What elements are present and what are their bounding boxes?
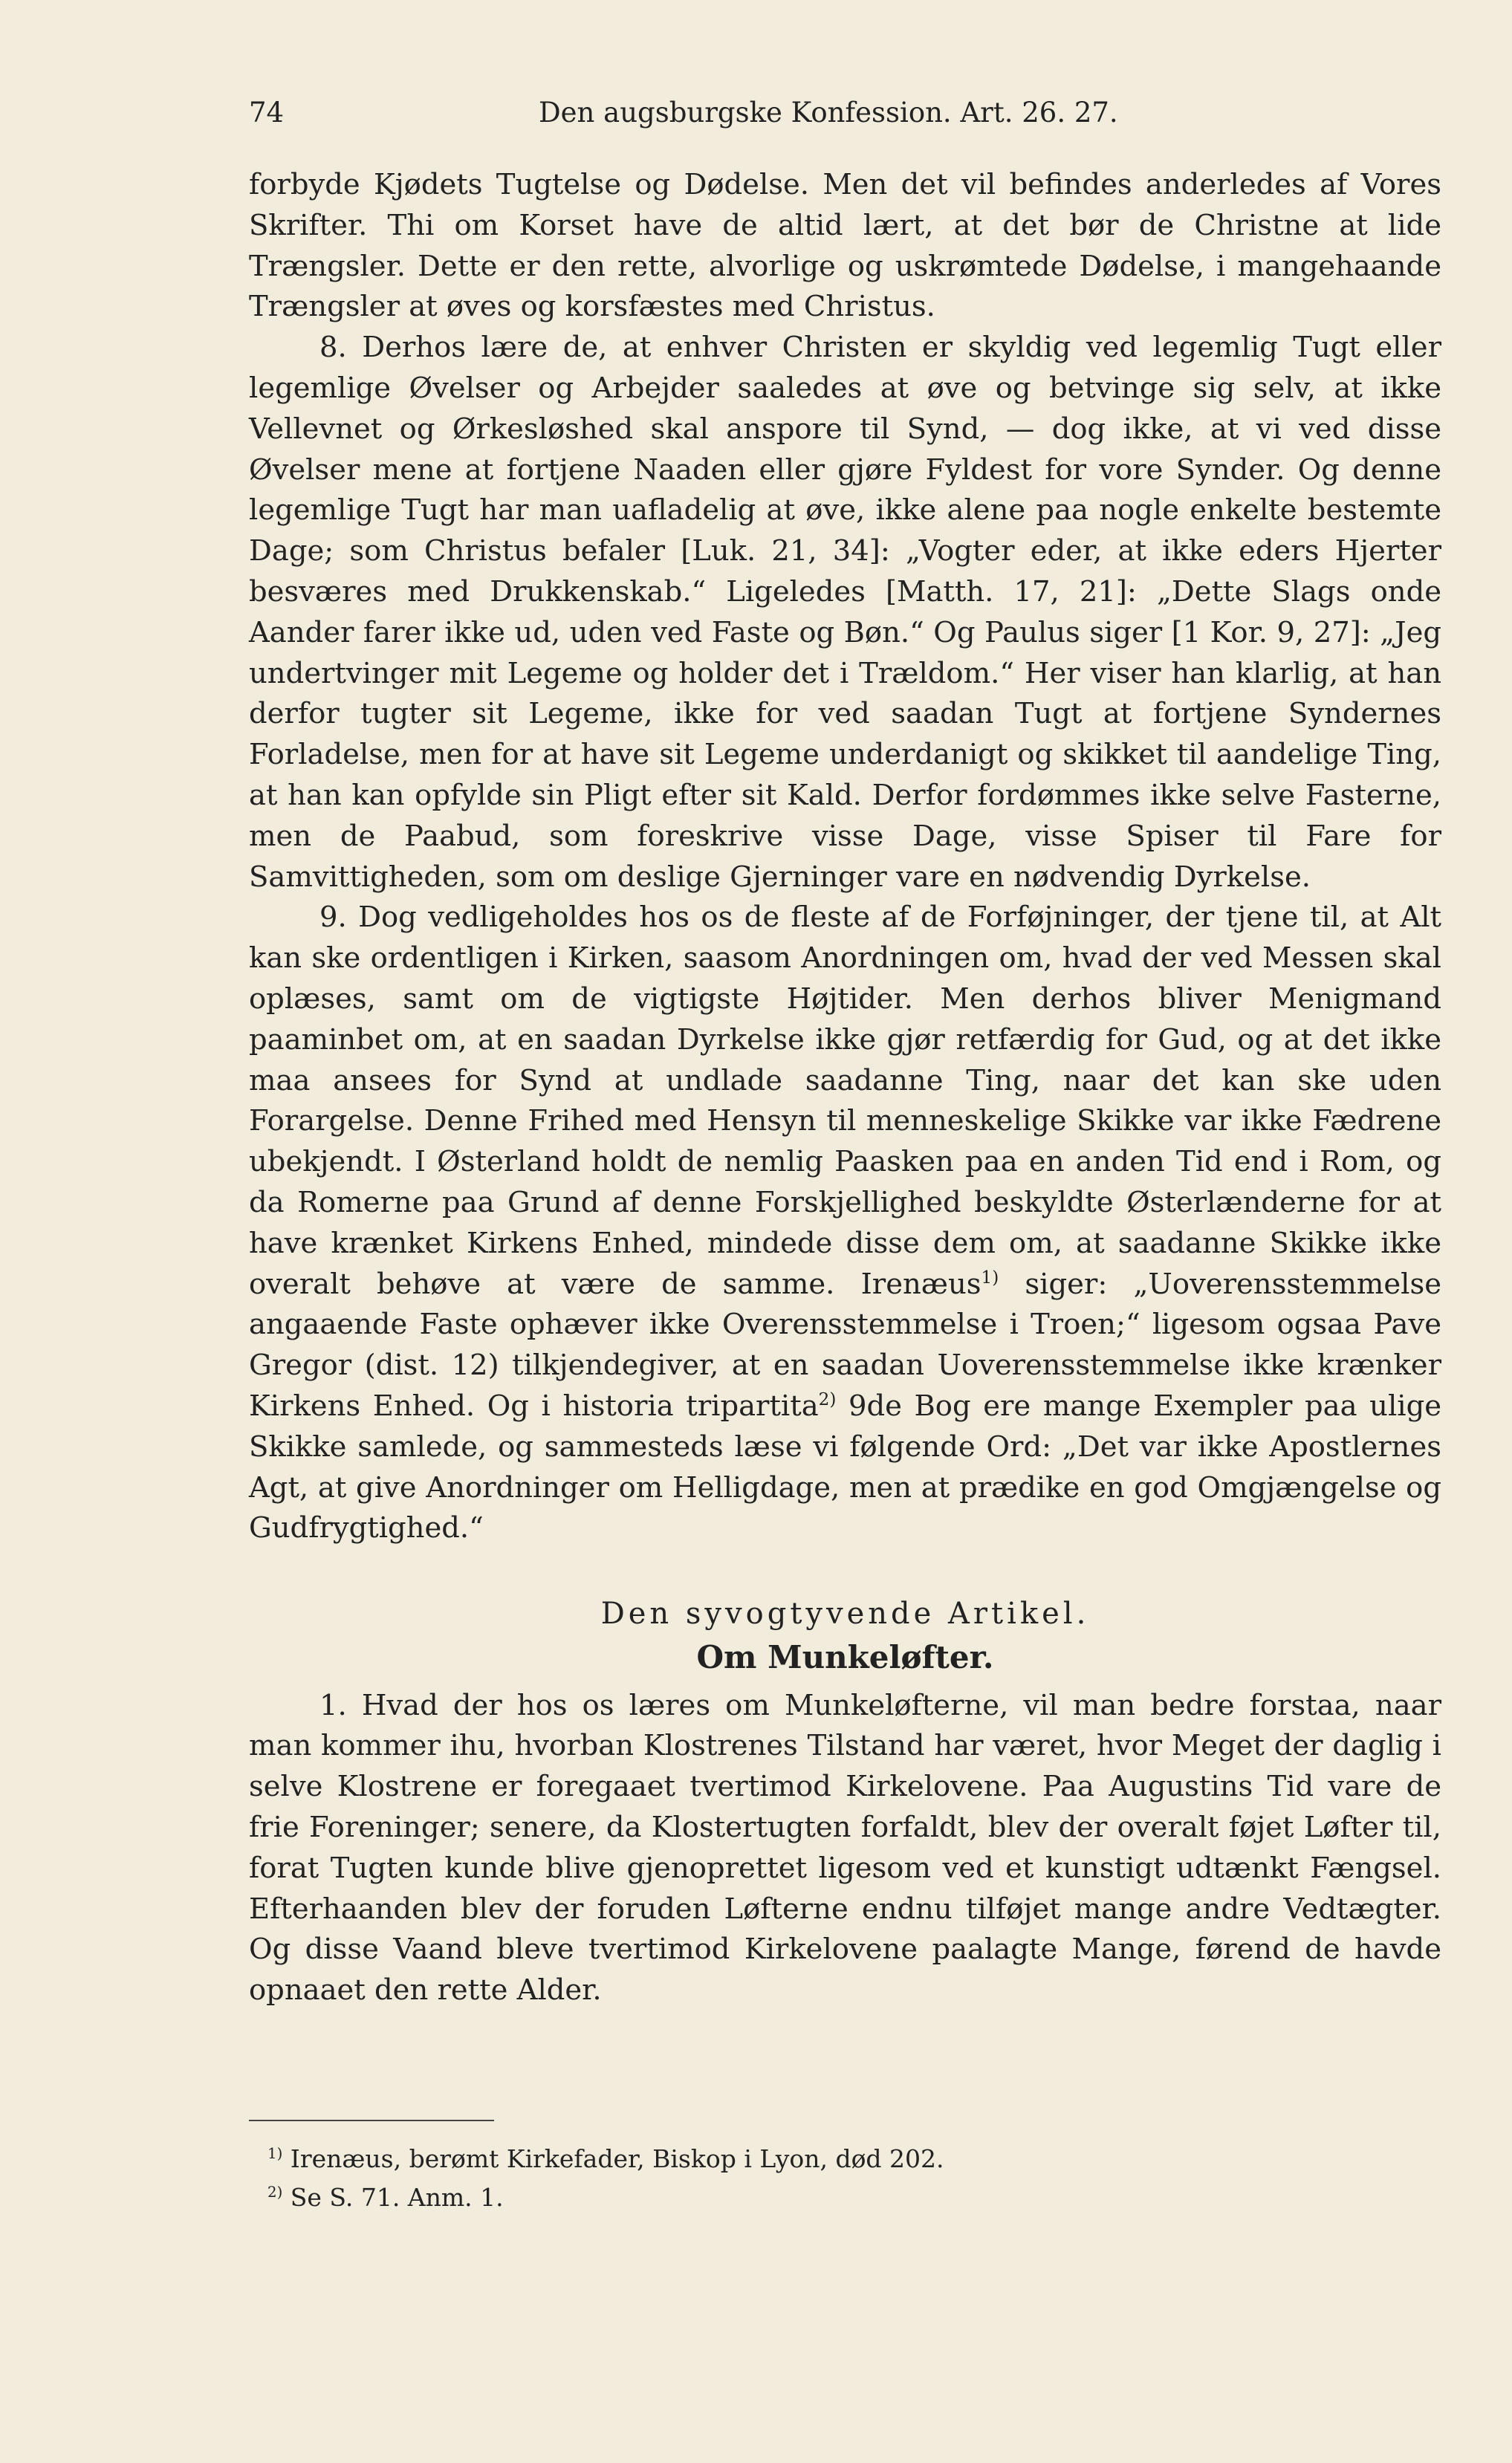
running-header <box>249 91 1215 135</box>
paragraph-art27-1: 1. Hvad der hos os læres om Munkeløfterne, vil man bedre forstaa, naar man kommer ihu, hvorban Klostrenes Tilstand har været, hvor Meget der daglig i selve Klostrene er foregaaet tvertimod Kirkelovene. Paa Augustins Tid vare de frie Foreninger; senere, da Klostertugten forfaldt, blev der overalt føjet Løfter til, forat Tugten kunde blive gjenoprettet ligesom ved et kunstigt udtænkt Fængsel. Efterhaanden blev der foruden Løfterne endnu tilføjet mange andre Vedtægter. Og disse Vaand bleve tvertimod Kirkelovene paalagte Mange, førend de havde opnaaet den rette Alder. <box>249 1688 1441 2008</box>
main-text <box>249 165 1441 2011</box>
paragraph-8: 8. Derhos lære de, at enhver Christen er skyldig ved legemlig Tugt eller legemlige Øvelser og Arbejder saaledes at øve og betvinge sig selv, at ikke Vellevnet og Ørkesløshed skal anspore til Synd, — dog ikke, at vi ved disse Øvelser mene at fortjene Naaden eller gjøre Fyldest for vore Synder. Og denne legemlige Tugt har man uafladelig at øve, ikke alene paa nogle enkelte bestemte Dage; som Christus befaler [Luk. 21, 34]: „Vogter eder, at ikke eders Hjerter besværes med Drukkenskab.“ Ligeledes [Matth. 17, 21]: „Dette Slags onde Aander farer ikke ud, uden ved Faste og Bøn.“ Og Paulus siger [1 Kor. 9, 27]: „Jeg undertvinger mit Legeme og holder det i Trældom.“ Her viser han klarlig, at han derfor tugter sit Legeme, ikke for ved saadan Tugt at fortjene Syndernes Forladelse, men for at have sit Legeme underdanigt og skikket til aandelige Ting, at han kan opfylde sin Pligt efter sit Kald. Derfor fordømmes ikke selve Fasterne, men de Paabud, som foreskrive visse Dage, visse Spiser til Fare for Samvittigheden, som om deslige Gjerninger vare en nødvendig Dyrkelse. <box>249 331 1441 894</box>
footnote-text-2: Se S. 71. Anm. 1. <box>282 2183 504 2212</box>
footnote-mark-2: 2) <box>267 2184 283 2201</box>
paragraph-9 <box>249 898 1441 1549</box>
running-title: Den augsburgske Konfession. Art. 26. 27. <box>539 97 1118 129</box>
footnote-2 <box>267 2178 1382 2217</box>
page-number: 74 <box>249 97 285 129</box>
paragraph-9-text-b: siger: „Uoverensstemmelse angaaende Faste ophæver ikke Overensstemmelse i Troen;“ ligesom ogsaa Pave Gregor (dist. 12) tilkjendegiver, at en saadan Uoverensstemmelse ikke krænker Kirkens Enhed. Og i historia tripartita <box>249 1267 1441 1423</box>
paragraph-1: forbyde Kjødets Tugtelse og Dødelse. Men det vil befindes anderledes af Vores Skrifter. Thi om Korset have de altid lært, at det bør de Christne at lide Trængsler. Dette er den rette, alvorlige og uskrømtede Dødelse, i mangehaande Trængsler at øves og korsfæstes med Christus. <box>249 168 1441 324</box>
footnote-ref-1: 1) <box>981 1268 999 1288</box>
footnotes <box>267 2140 1382 2217</box>
footnote-1 <box>267 2140 1382 2178</box>
footnote-divider <box>249 2120 494 2121</box>
footnote-ref-2: 2) <box>818 1390 837 1410</box>
paragraph-9-text-c: 9de Bog ere mange Exempler paa ulige Skikke samlede, og sammesteds læse vi følgende Ord: „Det var ikke Apostlernes Agt, at give Anordninger om Helligdage, men at prædike en god Omgjængelse og Gudfrygtighed.“ <box>249 1389 1441 1545</box>
article-title: Om Munkeløfter. <box>696 1638 994 1675</box>
footnote-mark-1: 1) <box>267 2145 283 2162</box>
article-heading: Den syvogtyvende Artikel. <box>600 1597 1090 1632</box>
footnote-text-1: Irenæus, berømt Kirkefader, Biskop i Lyon, død 202. <box>282 2144 944 2173</box>
paragraph-9-text-a: 9. Dog vedligeholdes hos os de fleste af de Forføjninger, der tjene til, at Alt kan ske ordentligen i Kirken, saasom Anordningen om, hvad der ved Messen skal oplæses, samt om de vigtigste Højtider. Men derhos bliver Menigmand paaminbet om, at en saadan Dyrkelse ikke gjør retfærdig for Gud, og at det ikke maa ansees for Synd at undlade saadanne Ting, naar det kan ske uden Forargelse. Denne Frihed med Hensyn til menneskelige Skikke var ikke Fædrene ubekjendt. I Østerland holdt de nemlig Paasken paa en anden Tid end i Rom, og da Romerne paa Grund af denne Forskjellighed beskyldte Østerlænderne for at have krænket Kirkens Enhed, mindede disse dem om, at saadanne Skikke ikke overalt behøve at være de samme. Irenæus <box>249 900 1441 1301</box>
